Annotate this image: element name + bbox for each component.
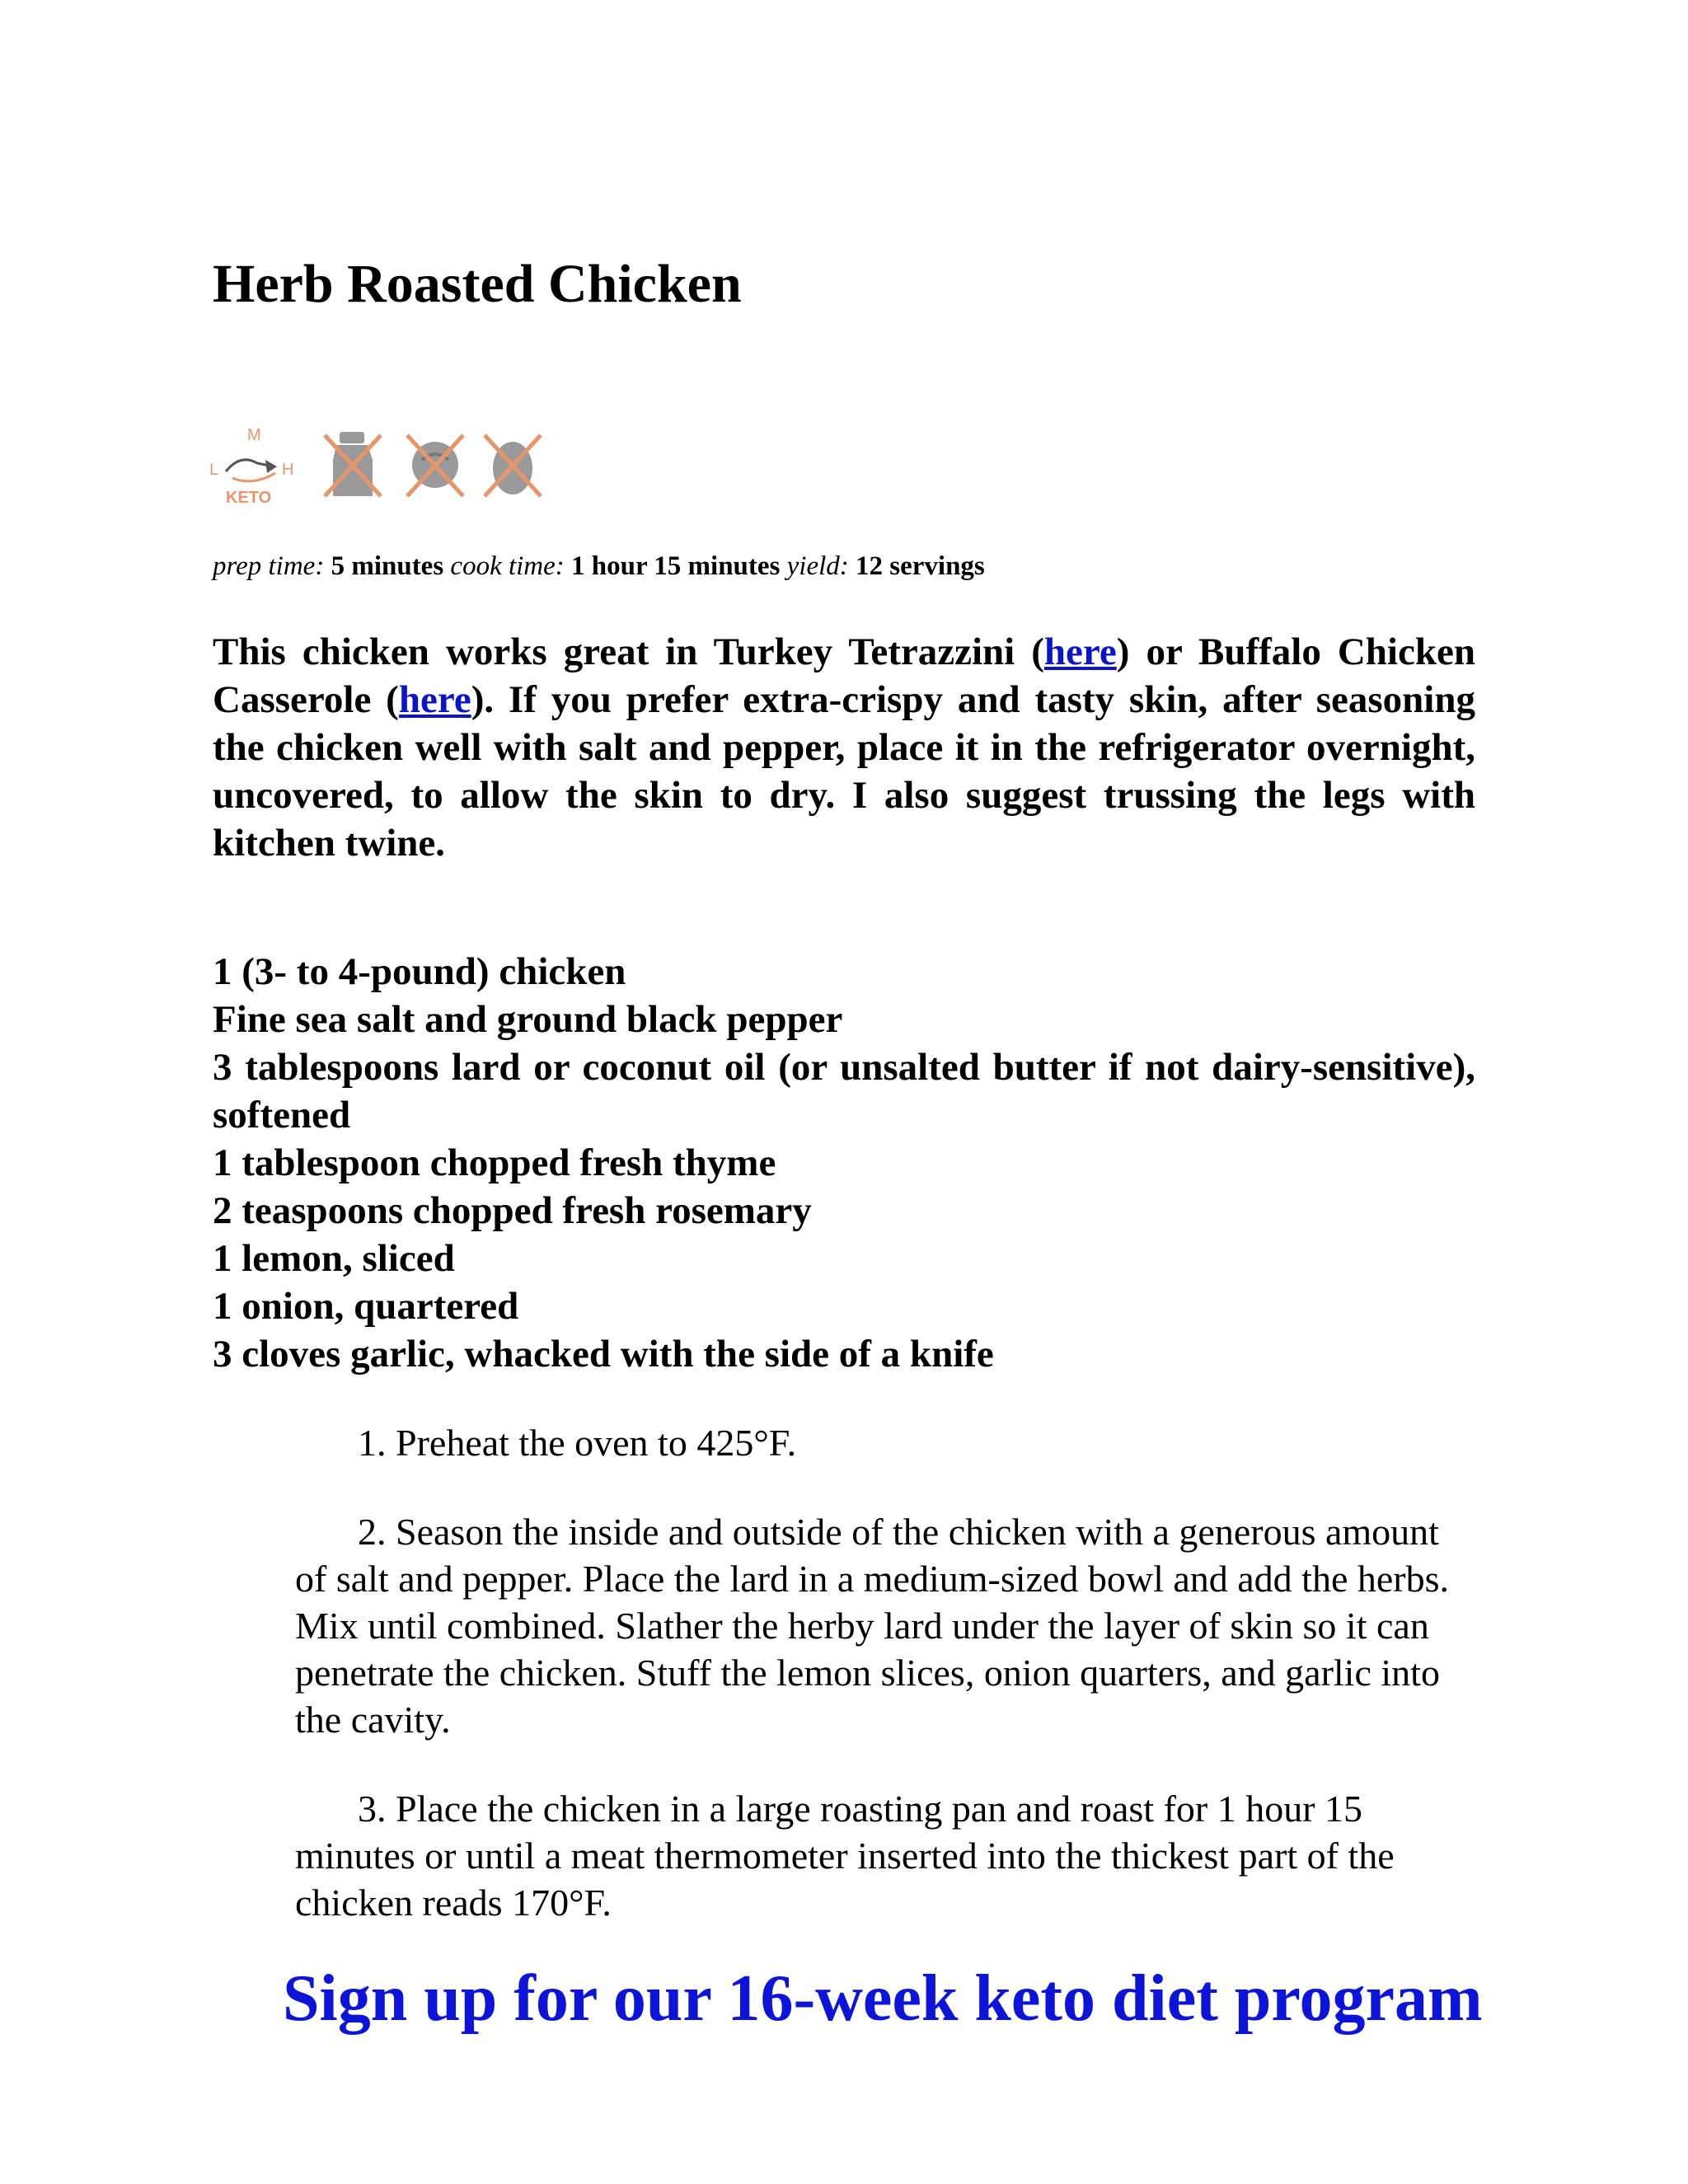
instruction-step: 1. Preheat the oven to 425°F. xyxy=(358,1422,797,1464)
recipe-title: Herb Roasted Chicken xyxy=(213,254,742,314)
keto-program-signup-link[interactable]: Sign up for our 16-week keto diet program xyxy=(283,1962,1483,2035)
dairy-free-icon xyxy=(320,427,386,501)
keto-meter-icon xyxy=(208,420,298,511)
egg-free-icon xyxy=(480,427,546,501)
ingredient-item: 1 (3- to 4-pound) chicken xyxy=(213,950,626,993)
ingredient-item: Fine sea salt and ground black pepper xyxy=(213,998,843,1041)
recipe-intro xyxy=(213,628,1475,867)
yield-label: yield: xyxy=(786,551,849,581)
ingredient-item: 3 cloves garlic, whacked with the side of a knife xyxy=(213,1333,994,1376)
ingredient-item: 3 tablespoons lard or coconut oil (or unsalted butter if not dairy-sensitive), softened xyxy=(213,1046,1475,1137)
prep-time-value: 5 minutes xyxy=(331,551,444,581)
ingredient-item: 1 onion, quartered xyxy=(213,1285,519,1328)
ingredient-item: 1 tablespoon chopped fresh thyme xyxy=(213,1141,776,1184)
instruction-step: 3. Place the chicken in a large roasting pan and roast for 1 hour 15 minutes or until a meat thermometer inserted into the thickest part of the chicken reads 170°F. xyxy=(295,1788,1395,1924)
ingredient-item: 2 teaspoons chopped fresh rosemary xyxy=(213,1189,812,1232)
intro-text-3: ). If you prefer extra-crispy and tasty skin, after seasoning the chicken well with salt and pepper, place it in the refrigerator overnight, uncovered, to allow the skin to dry. I also suggest trussing the legs with kitchen twine. xyxy=(213,678,1475,865)
intro-text-1: This chicken works great in Turkey Tetrazzini ( xyxy=(213,630,1044,673)
svg-text:L: L xyxy=(209,461,219,479)
cta-container xyxy=(283,1962,1483,2035)
turkey-tetrazzini-link[interactable]: here xyxy=(1043,630,1117,673)
instruction-steps xyxy=(295,1419,1465,1968)
ingredient-list xyxy=(213,948,1475,1378)
cook-time-value: 1 hour 15 minutes xyxy=(571,551,781,581)
svg-text:KETO: KETO xyxy=(226,489,272,507)
cook-time-label: cook time: xyxy=(450,551,565,581)
instruction-step: 2. Season the inside and outside of the chicken with a generous amount of salt and pepper. Place the lard in a medium-sized bowl and add the herbs. Mix until combined. Slather the herby lard under the layer of skin so it can penetrate the chicken. Stuff the lemon slices, onion quarters, and garlic into the cavity. xyxy=(295,1511,1450,1741)
nut-free-icon xyxy=(402,427,468,501)
intro-text-2: ) or Buffalo Chicken Casserole ( xyxy=(213,630,1475,721)
prep-time-label: prep time: xyxy=(213,551,325,581)
svg-text:H: H xyxy=(282,461,294,479)
diet-icons xyxy=(208,420,554,519)
recipe-meta xyxy=(213,551,985,583)
ingredient-item: 1 lemon, sliced xyxy=(213,1237,455,1280)
yield-value: 12 servings xyxy=(856,551,985,581)
buffalo-casserole-link[interactable]: here xyxy=(398,678,471,721)
svg-text:M: M xyxy=(247,426,261,444)
